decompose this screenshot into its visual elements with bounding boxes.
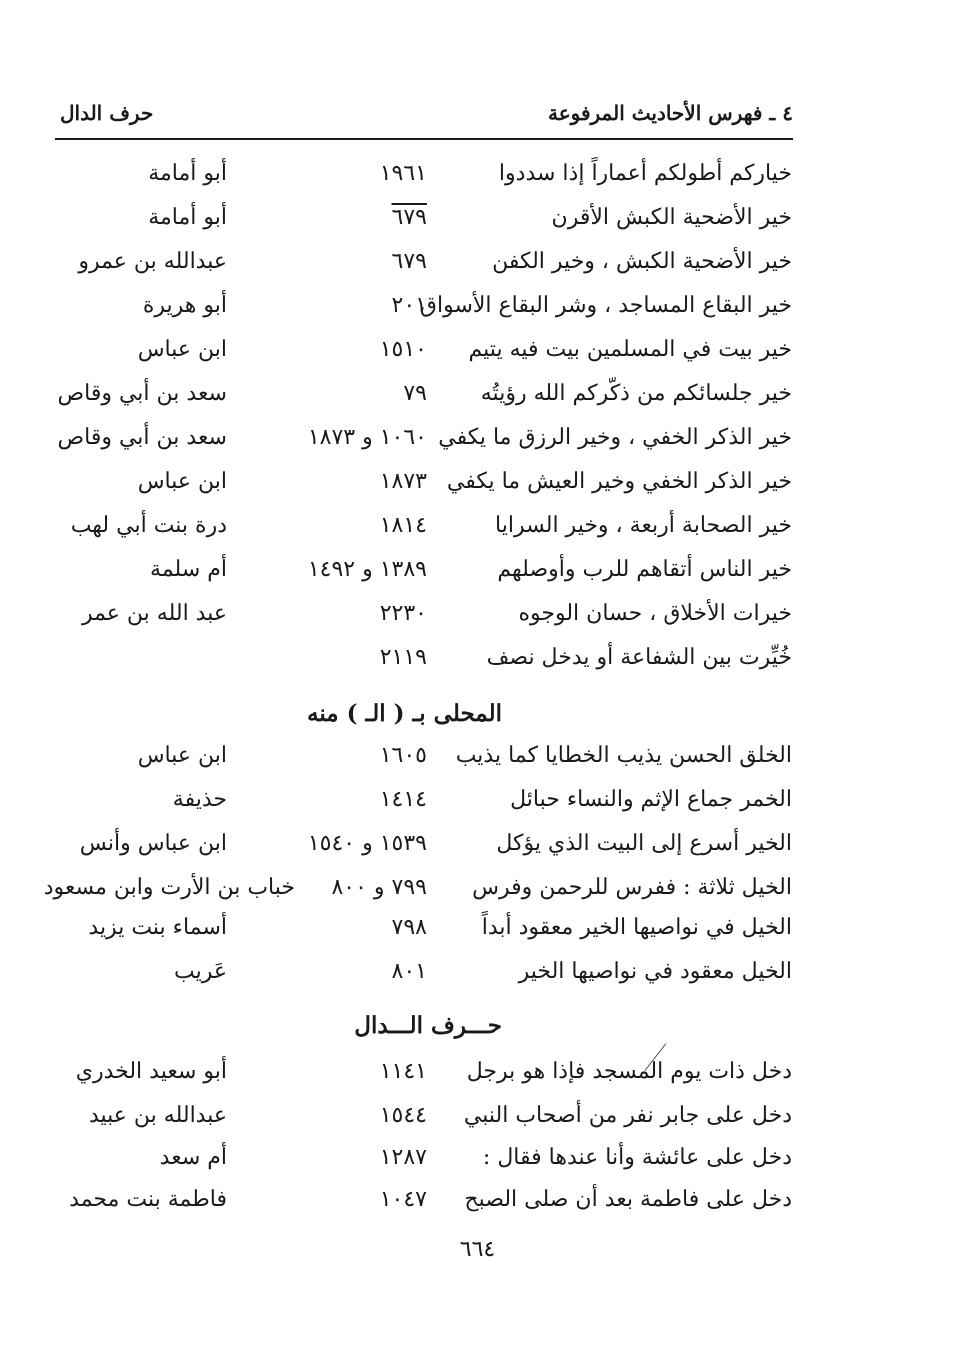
hadith-text: خيرات الأخلاق ، حسان الوجوه [518,601,792,626]
hadith-number: ١٨٧٣ [379,469,427,494]
hadith-text: دخل على عائشة وأنا عندها فقال : [482,1145,792,1170]
page-number: ٦٦٤ [459,1237,496,1262]
narrator-name: عبد الله بن عمر [81,601,227,626]
list-item [0,950,955,994]
hadith-text: خير الناس أتقاهم للرب وأوصلهم [497,557,792,582]
hadith-number: ١٥١٠ [379,337,427,362]
list-item [0,152,955,196]
narrator-name: أبو سعيد الخدري [75,1059,227,1084]
narrator-name: حذيفة [172,787,227,812]
narrator-name: أم سلمة [150,557,227,582]
hadith-number: ١٨١٤ [379,513,427,538]
narrator-name: ابن عباس [137,469,227,494]
list-item [0,372,955,416]
hadith-text: خير الذكر الخفي وخير العيش ما يكفي [446,469,792,494]
hadith-text: دخل ذات يوم المسجد فإذا هو برجل [466,1059,792,1084]
narrator-name: أسماء بنت يزيد [88,915,227,940]
list-item [0,1094,955,1138]
narrator-name: أم سعد [159,1145,227,1170]
list-item [0,196,955,240]
narrator-name: ابن عباس وأنس [79,831,227,856]
list-item [0,636,955,680]
hadith-text: دخل على فاطمة بعد أن صلى الصبح [464,1187,792,1212]
list-item [0,822,955,866]
hadith-text: خير الذكر الخفي ، وخير الرزق ما يكفي [438,425,792,450]
list-item [0,734,955,778]
list-item [0,416,955,460]
narrator-name: أبو أمامة [148,161,227,186]
list-item [0,284,955,328]
hadith-number: ١٢٨٧ [379,1145,427,1170]
list-item [0,460,955,504]
list-item [0,1136,955,1180]
list-item [0,1178,955,1222]
list-item [0,906,955,950]
hadith-number: ١٠٦٠ و ١٨٧٣ [307,425,427,450]
hadith-text: خير البقاع المساجد ، وشر البقاع الأسواق [419,293,792,318]
hadith-text: الخيل في نواصيها الخير معقود أبداً [481,915,792,940]
hadith-text: الخلق الحسن يذيب الخطايا كما يذيب [455,743,792,768]
narrator-name: ابن عباس [137,743,227,768]
hadith-number [392,196,427,240]
hadith-number: ١٤١٤ [379,787,427,812]
hadith-text: خُيِّرت بين الشفاعة أو يدخل نصف [486,645,792,670]
hadith-number: ١١٤١ [379,1059,427,1084]
section-heading-al: المحلى بـ ( الـ ) منه [307,700,502,727]
hadith-text: الخمر جماع الإثم والنساء حبائل [510,787,792,812]
hadith-number: ١٦٠٥ [379,743,427,768]
header-divider [55,138,793,140]
list-item [0,240,955,284]
hadith-text: الخير أسرع إلى البيت الذي يؤكل [496,831,792,856]
chapter-title: ٤ ـ فهرس الأحاديث المرفوعة [547,101,793,125]
hadith-number: ٧٩٩ و ٨٠٠ [331,875,427,900]
list-item [0,778,955,822]
narrator-name: عبدالله بن عبيد [88,1103,227,1128]
hadith-text: الخيل ثلاثة : ففرس للرحمن وفرس [472,875,792,900]
hadith-text: خير بيت في المسلمين بيت فيه يتيم [468,337,792,362]
narrator-name: سعد بن أبي وقاص [57,425,227,450]
narrator-name: أبو أمامة [148,205,227,230]
section-heading-dal: حـــرف الـــدال [354,1012,502,1039]
narrator-name: ابن عباس [137,337,227,362]
narrator-name: فاطمة بنت محمد [69,1187,227,1212]
narrator-name: عبدالله بن عمرو [78,249,227,274]
hadith-number: ٨٠١ [391,959,427,984]
hadith-number: ١٣٨٩ و ١٤٩٢ [307,557,427,582]
narrator-name: درة بنت أبي لهب [70,513,227,538]
hadith-text: دخل على جابر نفر من أصحاب النبي [463,1103,792,1128]
hadith-number: ١٥٣٩ و ١٥٤٠ [307,831,427,856]
list-item [0,1050,955,1094]
hadith-number: ٧٩٨ [391,915,427,940]
narrator-name: سعد بن أبي وقاص [57,381,227,406]
hadith-text: الخيل معقود في نواصيها الخير [518,959,792,984]
hadith-number: ١٠٤٧ [379,1187,427,1212]
hadith-number: ٢٠١ [391,293,427,318]
hadith-number: ٦٧٩ [391,249,427,274]
list-item [0,328,955,372]
hadith-text: خير الأضحية الكبش ، وخير الكفن [492,249,792,274]
list-item [0,592,955,636]
hadith-number: ٢٢٣٠ [379,601,427,626]
hadith-number: ١٥٤٤ [379,1103,427,1128]
list-item [0,548,955,592]
hadith-number: ١٩٦١ [379,161,427,186]
narrator-name: عَريب [174,959,227,984]
list-item [0,504,955,548]
list-item [0,866,955,910]
hadith-number: ٢١١٩ [379,645,427,670]
narrator-name: خباب بن الأرت وابن مسعود [43,875,295,900]
hadith-text: خير جلسائكم من ذكّركم الله رؤيتُه [480,381,792,406]
hadith-text: خير الصحابة أربعة ، وخير السرايا [495,513,792,538]
narrator-name: أبو هريرة [142,293,227,318]
hadith-number: ٧٩ [403,381,427,406]
hadith-text: خير الأضحية الكبش الأقرن [551,205,792,230]
letter-title: حرف الدال [60,101,154,125]
hadith-number-value: ٦٧٩ [391,205,427,230]
hadith-text: خياركم أطولكم أعماراً إذا سددوا [498,161,792,186]
